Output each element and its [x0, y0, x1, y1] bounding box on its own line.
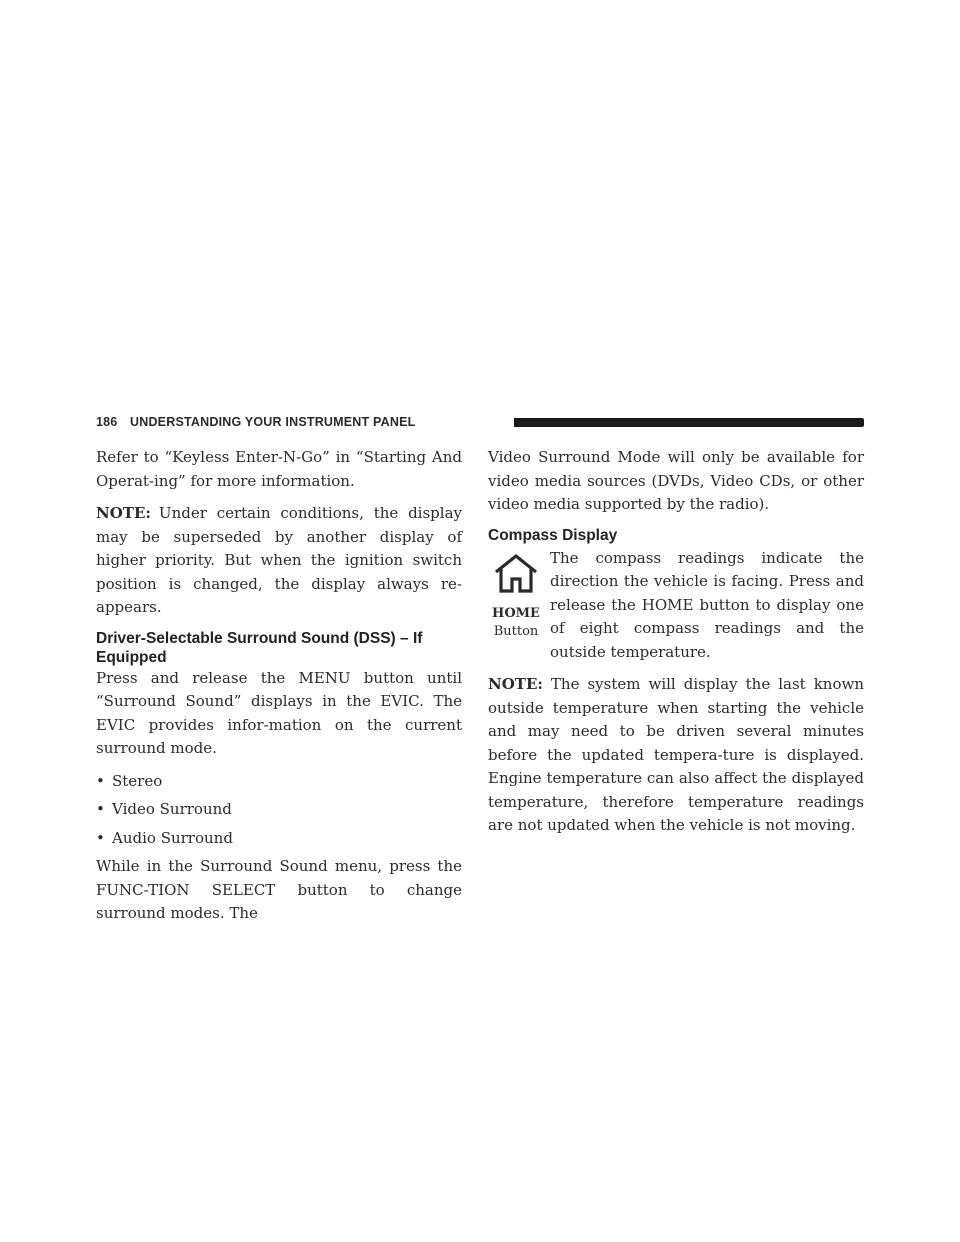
list-item: • Stereo — [96, 770, 462, 794]
right-column — [488, 446, 864, 847]
note-paragraph — [488, 673, 864, 838]
section-title: UNDERSTANDING YOUR INSTRUMENT PANEL — [130, 415, 416, 429]
bullet-icon: • — [96, 828, 105, 847]
keyless-reference-paragraph: Refer to “Keyless Enter-N-Go” in “Starting And Operat-ing” for more information. — [96, 448, 462, 490]
page-number: 186 — [96, 415, 118, 429]
video-surround-paragraph: Video Surround Mode will only be available for video media sources (DVDs, Video CDs, or other video media supported by the radio). — [488, 448, 864, 513]
list-item: • Video Surround — [96, 798, 462, 822]
surround-mode-list — [96, 770, 462, 851]
list-item: • Audio Surround — [96, 827, 462, 851]
dss-heading: Driver-Selectable Surround Sound (DSS) – If Equipped — [96, 629, 423, 666]
compass-block — [488, 547, 864, 665]
note-label: NOTE: — [96, 504, 151, 522]
home-caption: Button — [493, 623, 539, 639]
bullet-icon: • — [96, 800, 105, 818]
note-text: The system will display the last known outside temperature when starting the vehicle and may need to be driven several minutes before the updated tempera-ture is displayed. Engine temperature can also affect the displayed temperature, therefore temperature readings are not updated when the vehicle is not moving. — [488, 675, 864, 834]
header-rule — [514, 418, 864, 427]
note-label: NOTE: — [488, 675, 543, 693]
left-column — [96, 446, 462, 935]
home-label: HOME — [492, 605, 540, 621]
home-icon — [492, 551, 540, 595]
compass-paragraph: The compass readings indicate the direction the vehicle is facing. Press and release the HOME button to display one of eight compass readings and the outside temperature. — [550, 548, 864, 661]
page-header — [96, 415, 864, 431]
note-paragraph — [96, 502, 462, 620]
function-select-paragraph: While in the Surround Sound menu, press the FUNC-TION SELECT button to change surround modes. The — [96, 857, 462, 922]
dss-paragraph: Press and release the MENU button until “Surround Sound” displays in the EVIC. The EVIC provides infor-mation on the current surround mode. — [96, 668, 462, 757]
compass-heading: Compass Display — [488, 526, 618, 544]
bullet-icon: • — [96, 771, 105, 790]
home-button-figure — [488, 547, 544, 641]
note-text: Under certain conditions, the display may be superseded by another display of higher priority. But when the ignition switch position is changed, the display always re-appears. — [96, 504, 462, 616]
